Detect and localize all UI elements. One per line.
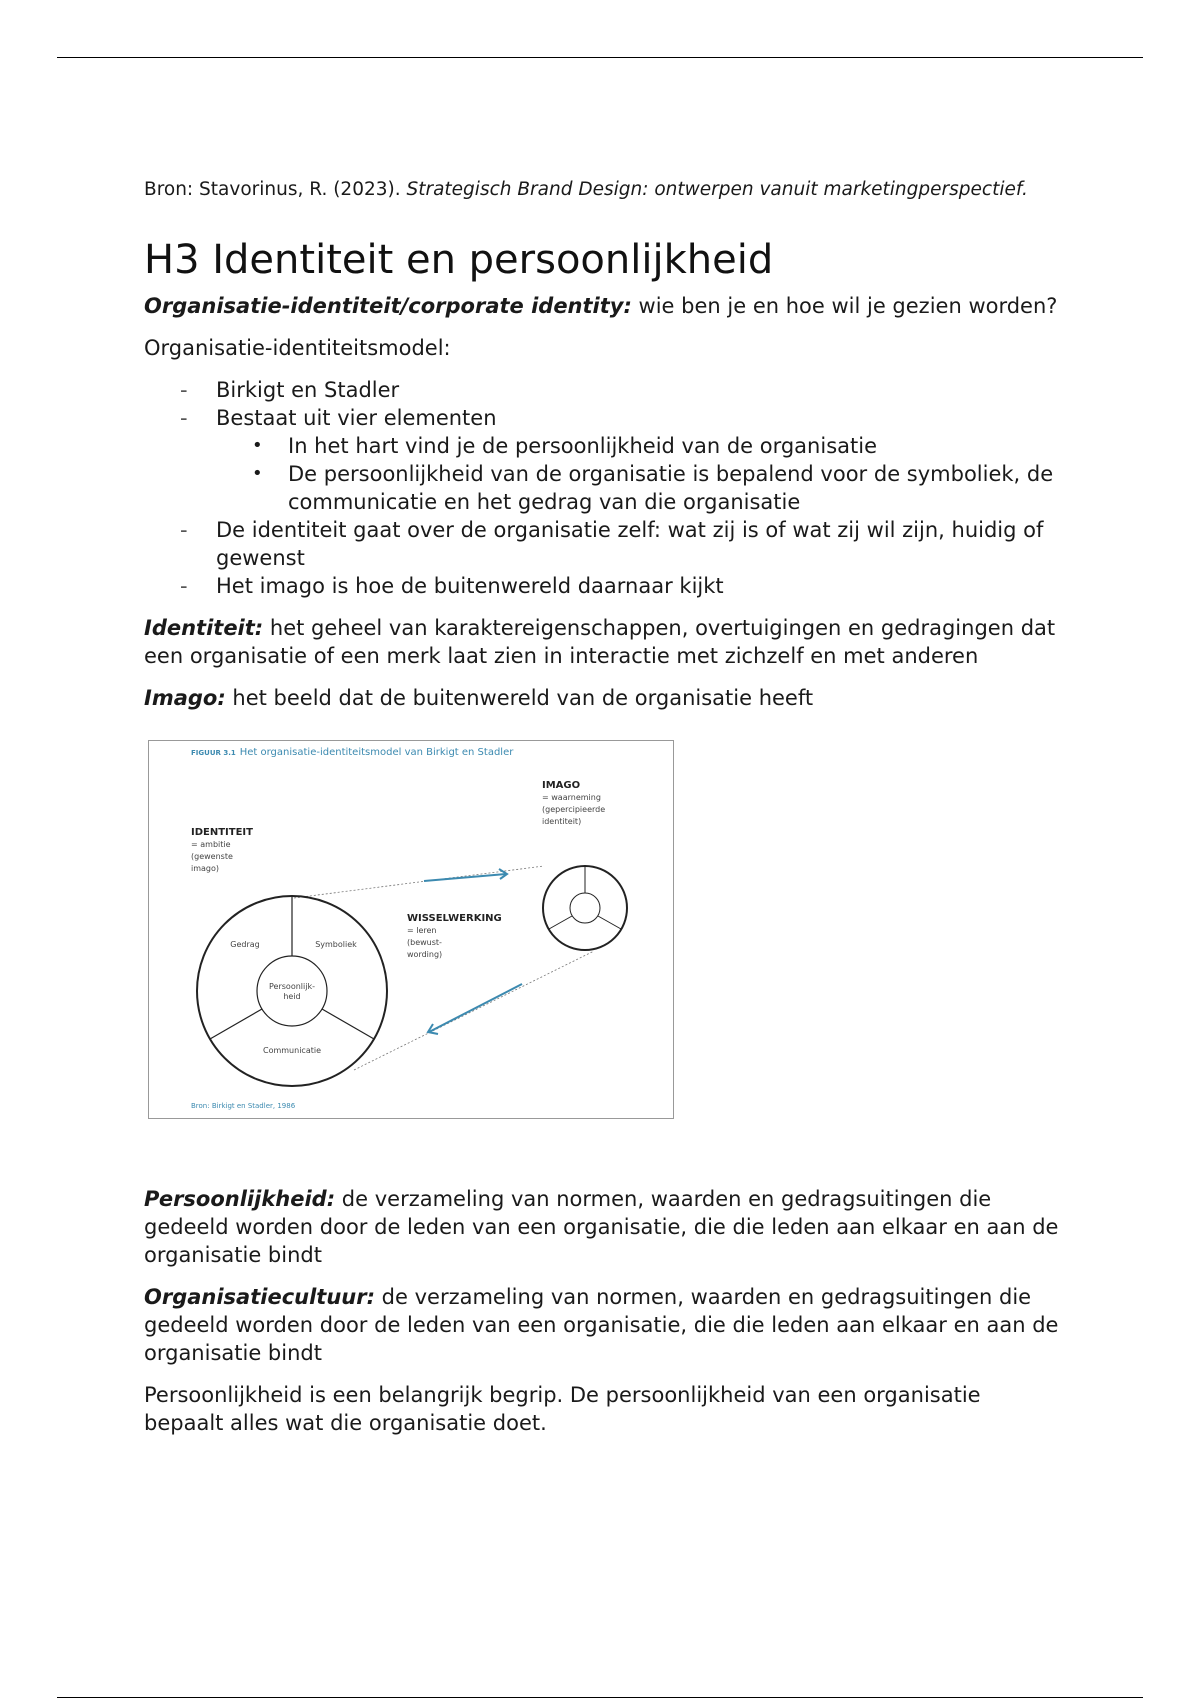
source-citation: [144, 178, 1064, 202]
page-title: H3 Identiteit en persoonlijkheid: [144, 237, 774, 283]
paragraph-model-intro: Organisatie-identiteitsmodel:: [144, 336, 451, 360]
list-item-text: Het imago is hoe de buitenwereld daarnaar kijkt: [216, 574, 724, 598]
label-identiteit-line3: imago): [191, 864, 220, 873]
connector-top: [294, 866, 544, 898]
list-item: [144, 376, 1064, 404]
term-persoonlijkheid: Persoonlijkheid:: [144, 1187, 336, 1211]
definition-corporate-identity: wie ben je en hoe wil je gezien worden?: [631, 294, 1058, 318]
label-imago-line3: identiteit): [542, 817, 582, 826]
label-identiteit-line2: (gewenste: [191, 852, 233, 861]
sub-list-item-text: De persoonlijkheid van de organisatie is bepalend voor de symboliek, de communicatie en het gedrag van die organisatie: [288, 462, 1054, 514]
list-item-text: Bestaat uit vier elementen: [216, 406, 497, 430]
label-imago-line2: (gepercipieerde: [542, 805, 606, 814]
term-identiteit: Identiteit:: [144, 616, 264, 640]
label-identiteit-line1: = ambitie: [191, 840, 231, 849]
paragraph-imago: [144, 684, 1064, 712]
paragraph-identiteit: [144, 614, 1064, 670]
arrow-to-imago: [424, 874, 506, 881]
imago-divider-right: [598, 916, 621, 929]
term-imago: Imago:: [144, 686, 226, 710]
label-wisselwerking-line3: wording): [407, 950, 443, 959]
paragraph-closing: Persoonlijkheid is een belangrijk begrip. De persoonlijkheid van een organisatie bepaalt alles wat die organisatie doet.: [144, 1383, 981, 1435]
bullet-marker: •: [252, 435, 263, 456]
definition-identiteit: het geheel van karaktereigenschappen, overtuigingen en gedragingen dat een organisatie of een merk laat zien in interactie met zichzelf en met anderen: [144, 616, 1056, 668]
list-item: [144, 572, 1064, 600]
definition-organisatiecultuur: de verzameling van normen, waarden en gedragsuitingen die gedeeld worden door de leden van een organisatie, die die leden aan elkaar en aan de organisatie bindt: [144, 1285, 1059, 1365]
identity-model-diagram: [149, 741, 673, 1118]
figure-caption-text: Het organisatie-identiteitsmodel van Birkigt en Stadler: [239, 747, 514, 758]
definition-imago: het beeld dat de buitenwereld van de organisatie heeft: [225, 686, 814, 710]
sub-list-item: [216, 460, 1064, 516]
paragraph-persoonlijkheid: [144, 1185, 1064, 1269]
label-imago-line1: = waarneming: [542, 793, 601, 802]
list-item: [144, 404, 1064, 516]
term-corporate-identity: Organisatie-identiteit/corporate identity:: [144, 294, 632, 318]
dash-marker: -: [180, 518, 188, 542]
imago-core-circle: [570, 893, 600, 923]
figure-identity-model: [148, 740, 674, 1119]
segment-gedrag: Gedrag: [230, 940, 260, 949]
bullet-marker: •: [252, 463, 263, 484]
list-item-text: Birkigt en Stadler: [216, 378, 400, 402]
label-wisselwerking-line2: (bewust-: [407, 938, 442, 947]
header-rule: [57, 57, 1143, 58]
label-identiteit: IDENTITEIT: [191, 827, 253, 838]
source-prefix: Bron: Stavorinus, R. (2023).: [144, 179, 407, 200]
dash-marker: -: [180, 574, 188, 598]
sub-list-item-text: In het hart vind je de persoonlijkheid van de organisatie: [288, 434, 877, 458]
figure-caption-number: FIGUUR 3.1: [191, 749, 236, 757]
segment-symboliek: Symboliek: [315, 940, 357, 949]
imago-divider-left: [549, 916, 572, 929]
dash-marker: -: [180, 406, 188, 430]
segment-persoonlijkheid-line2: heid: [283, 992, 301, 1001]
personality-core-circle: [257, 956, 327, 1026]
label-wisselwerking-line1: = leren: [407, 926, 437, 935]
definition-persoonlijkheid: de verzameling van normen, waarden en gedragsuitingen die gedeeld worden door de leden van een organisatie, die die leden aan elkaar en aan de organisatie bindt: [144, 1187, 1059, 1267]
label-imago: IMAGO: [542, 780, 581, 791]
source-title: Strategisch Brand Design: ontwerpen vanuit marketingperspectief.: [406, 179, 1028, 200]
arrow-to-identiteit: [429, 984, 522, 1032]
footer-rule: [57, 1697, 1143, 1698]
list-item-text: De identiteit gaat over de organisatie zelf: wat zij is of wat zij wil zijn, huidig of gewenst: [216, 518, 1044, 570]
label-wisselwerking: WISSELWERKING: [407, 913, 502, 924]
sub-list-item: [216, 432, 1064, 460]
segment-divider-right: [322, 1009, 374, 1039]
list-item: [144, 516, 1064, 572]
model-list: [144, 376, 1064, 600]
dash-marker: -: [180, 378, 188, 402]
document-body: [144, 178, 1064, 1451]
connector-bottom: [354, 951, 594, 1070]
term-organisatiecultuur: Organisatiecultuur:: [144, 1285, 375, 1309]
paragraph-corporate-identity: [144, 292, 1064, 320]
figure-caption: [191, 747, 514, 758]
segment-persoonlijkheid-line1: Persoonlijk-: [269, 982, 315, 991]
segment-communicatie: Communicatie: [262, 1046, 322, 1055]
segment-divider-left: [210, 1009, 262, 1039]
figure-source: Bron: Birkigt en Stadler, 1986: [191, 1102, 296, 1110]
sub-list: [216, 432, 1064, 516]
paragraph-organisatiecultuur: [144, 1283, 1064, 1367]
